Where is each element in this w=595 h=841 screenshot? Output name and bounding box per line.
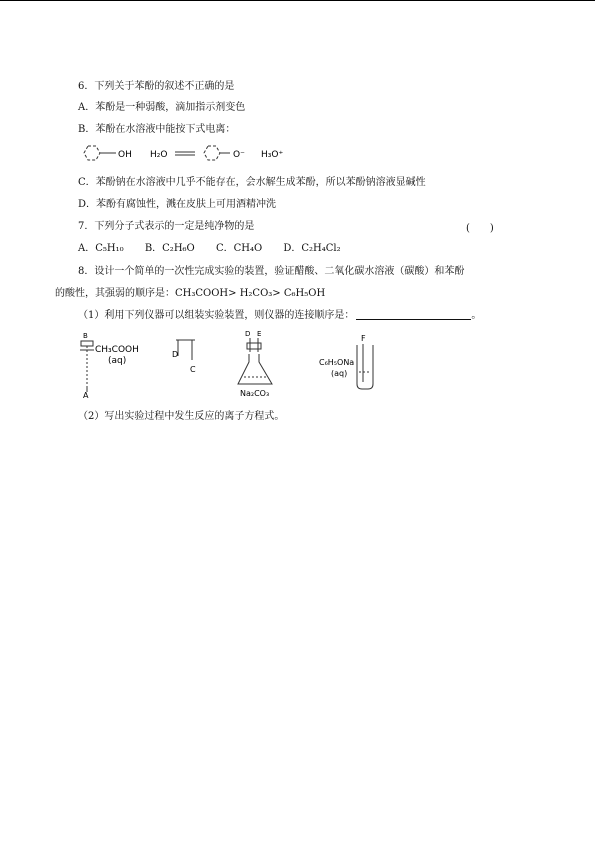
reagent-acetic-acid-state: (aq) (108, 356, 127, 366)
benzene-ring-icon (204, 146, 220, 160)
q6-option-d: D．苯酚有腐蚀性，溅在皮肤上可用酒精冲洗 (78, 199, 277, 210)
eq-h3o: H₃O⁺ (261, 150, 284, 160)
answer-blank[interactable] (356, 309, 471, 320)
reagent-sodium-phenoxide: C₆H₅ONa (319, 358, 355, 367)
q6-option-c: C．苯酚钠在水溶液中几乎不能存在，会水解生成苯酚，所以苯酚钠溶液显碱性 (78, 177, 426, 188)
q8-part1-text: （1）利用下列仪器可以组装实验装置，则仪器的连接顺序是： (78, 310, 355, 321)
q7-option-d: D．C₂H₄Cl₂ (283, 243, 341, 254)
q7-stem: 7．下列分子式表示的一定是纯净物的是 (78, 221, 255, 232)
top-rule (0, 0, 595, 1)
label-c: C (190, 365, 196, 374)
q7-option-b: B．C₂H₆O (144, 243, 195, 254)
q6-option-b: B．苯酚在水溶液中能按下式电离： (78, 124, 236, 135)
apparatus-test-tube (319, 334, 373, 389)
q7-option-c: C．CH₄O (215, 243, 263, 254)
label-b: B (83, 332, 88, 340)
label-f: F (361, 334, 366, 343)
stopper (81, 341, 93, 346)
reagent-acetic-acid: CH₃COOH (95, 345, 139, 355)
reagent-sodium-carbonate: Na₂CO₃ (240, 389, 270, 398)
label-a: A (83, 391, 89, 400)
apparatus-acetic-acid (80, 332, 139, 400)
label-d-flask: D (245, 330, 251, 338)
apparatus-bent-tube (172, 340, 196, 374)
test-tube-body (357, 345, 373, 389)
benzene-ring-icon (84, 146, 100, 160)
eq-h2o: H₂O (150, 150, 168, 160)
label-d: D (172, 350, 179, 359)
q8-part2: （2）写出实验过程中发生反应的离子方程式。 (78, 411, 285, 422)
q7-options (78, 242, 359, 256)
eq-o-minus: O⁻ (233, 150, 245, 160)
eq-oh: OH (118, 150, 132, 160)
q8-stem-line1: 8．设计一个简单的一次性完成实验的装置，验证醋酸、二氧化碳水溶液（碳酸）和苯酚 (78, 266, 465, 277)
q8-part1 (78, 309, 481, 323)
flask-body (238, 354, 272, 384)
q8-stem-line2: 的酸性，其强弱的顺序是：CH₃COOH> H₂CO₃> C₆H₅OH (55, 288, 326, 299)
q6-option-a: A．苯酚是一种弱酸，滴加指示剂变色 (78, 102, 246, 113)
phenol-ionization-equation (78, 142, 298, 164)
flask-stopper (247, 343, 261, 349)
label-e: E (257, 330, 262, 338)
reagent-sodium-phenoxide-state: (aq) (331, 369, 348, 378)
q7-answer-paren: ( ) (466, 223, 494, 234)
q8-part1-end: 。 (471, 310, 482, 321)
apparatus-conical-flask (238, 330, 272, 398)
q6-stem: 6．下列关于苯酚的叙述不正确的是 (78, 81, 235, 92)
q7-option-a: A．C₅H₁₀ (78, 243, 124, 254)
